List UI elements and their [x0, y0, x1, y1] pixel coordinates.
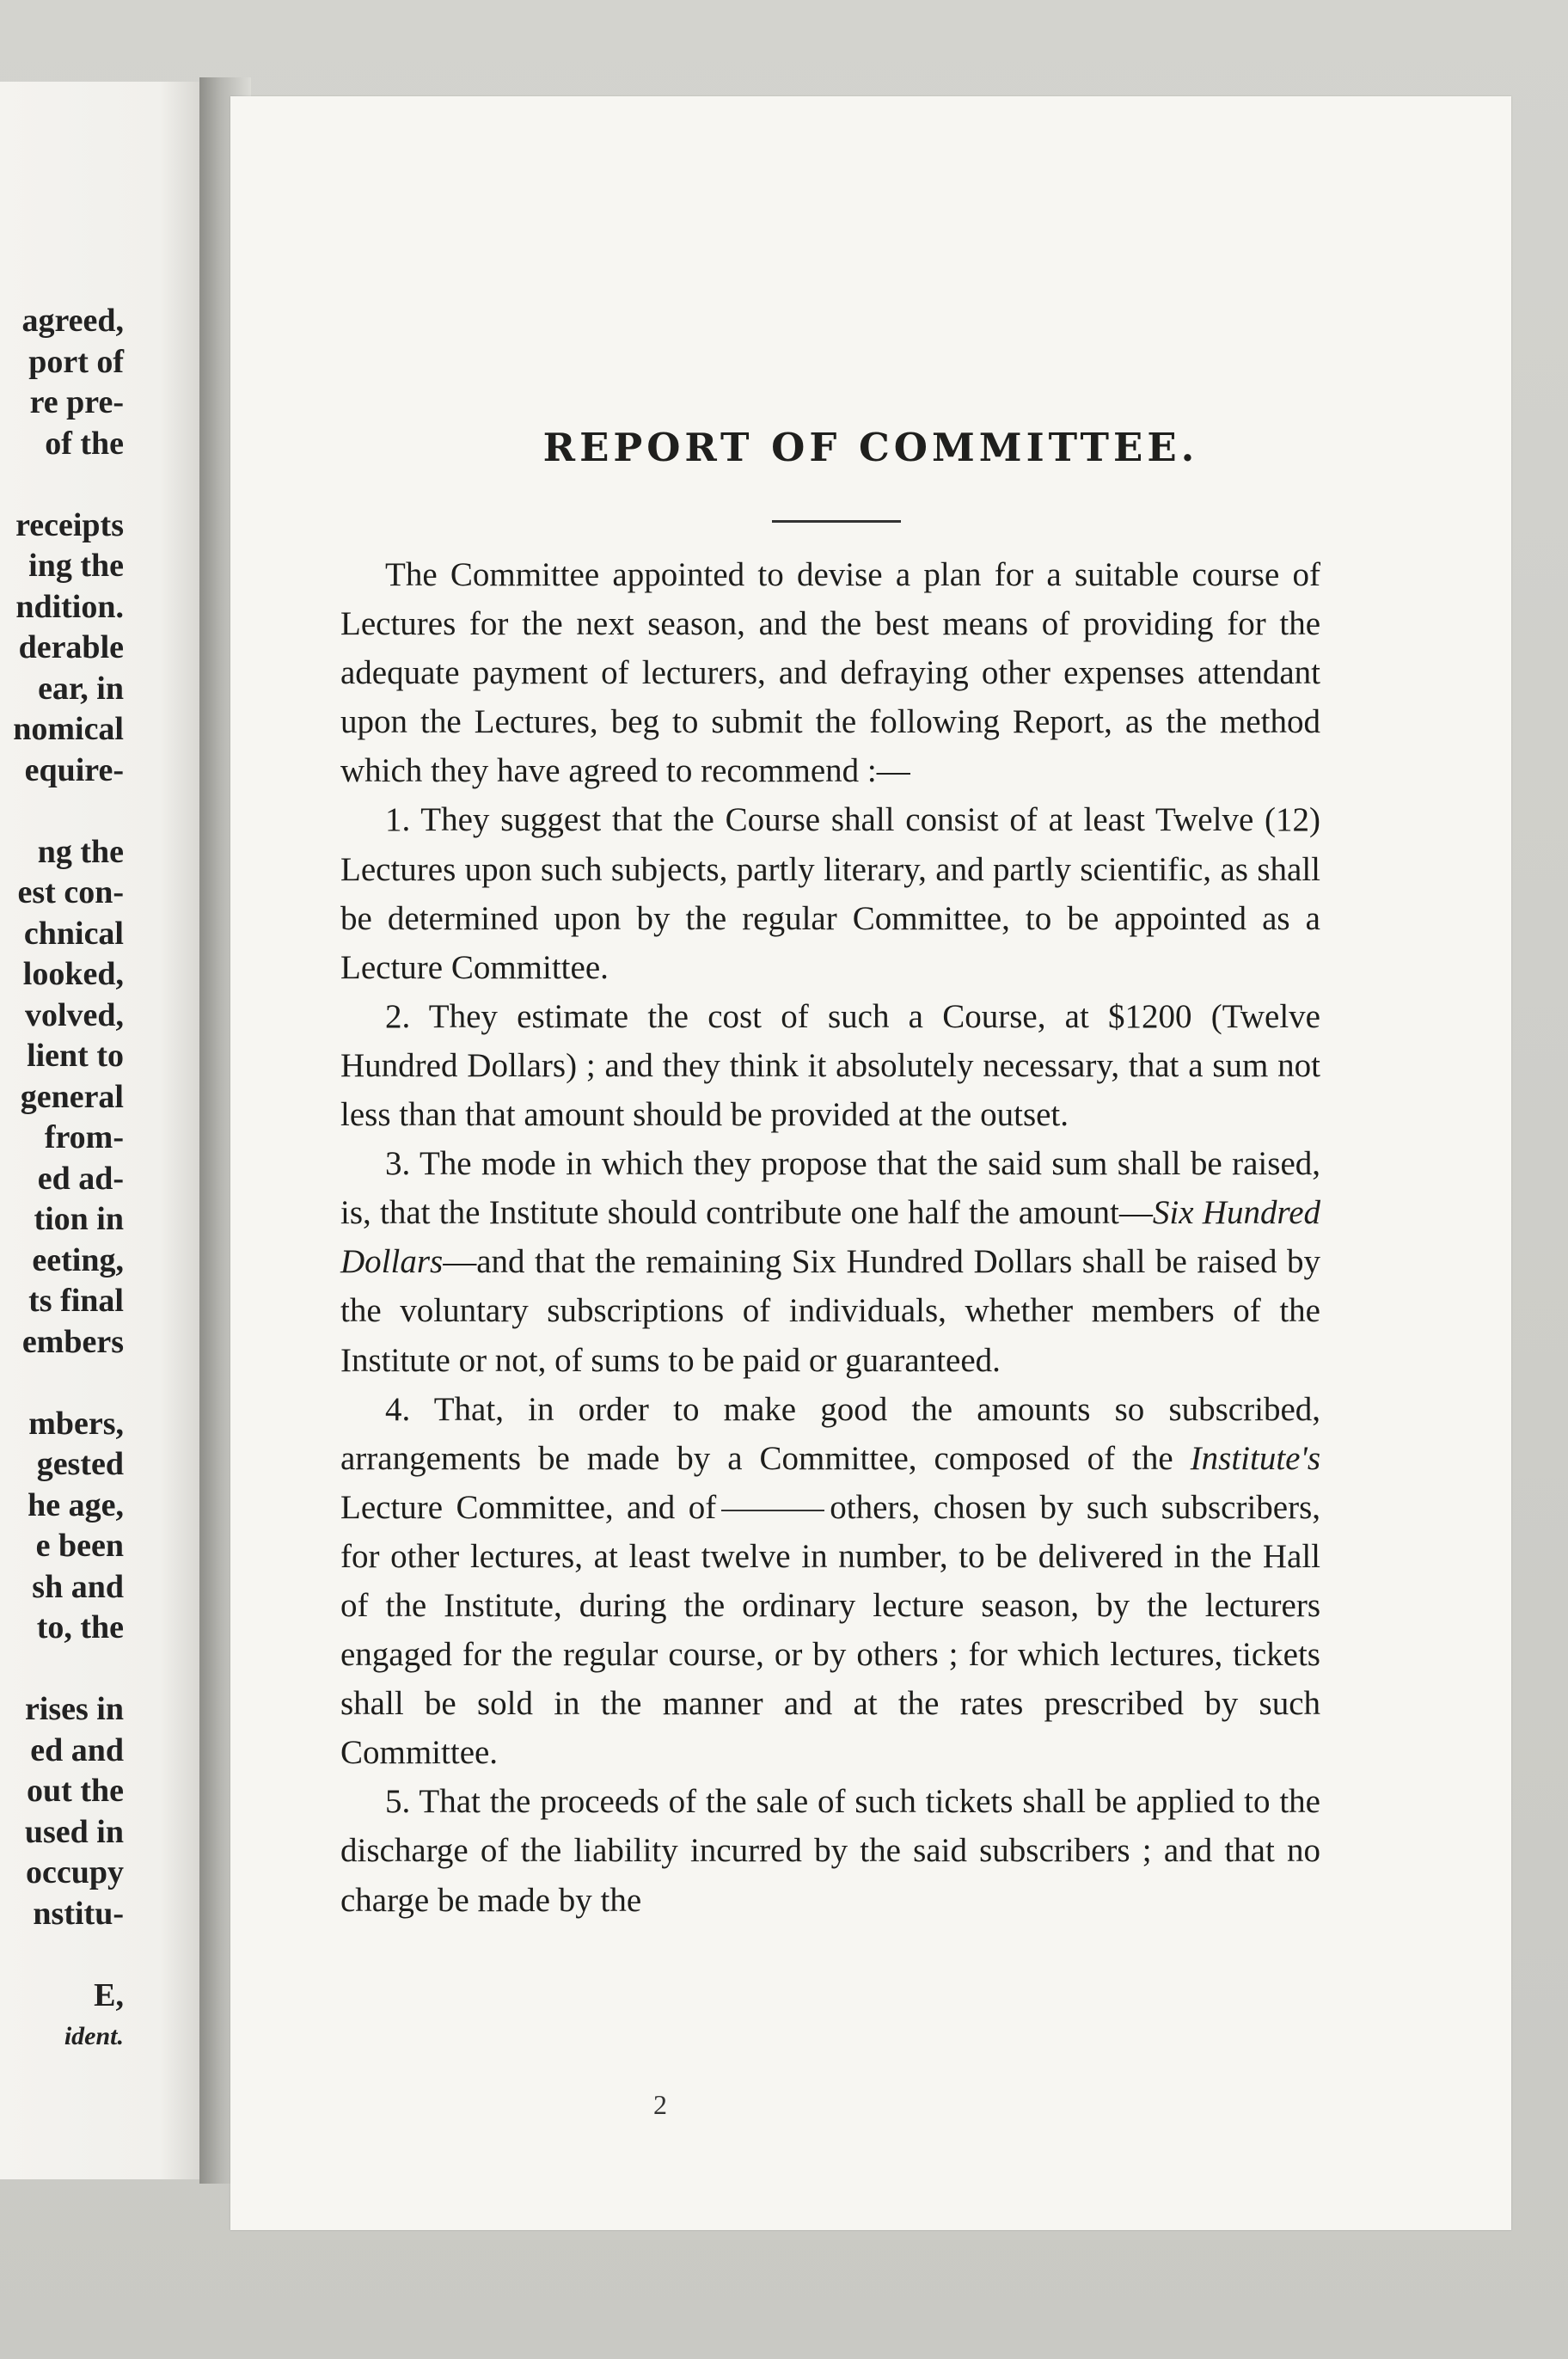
item-4-text-end: others, chosen by such subscribers, for other lectures, at least twelve in number, to be delivered in the Hall of the Institute, during the ordinary lecture season, by the lecturers engaged for the regular course, or by others ; for which lectures, tickets shall be sold in the manner and at the rates prescribed by such Committee.	[340, 1488, 1321, 1772]
item-5-paragraph: 5. That the proceeds of the sale of such tickets shall be applied to the discharge of the liability incurred by the said subscribers ; and that no charge be made by the	[340, 1783, 1320, 1919]
previous-page-line: looked,	[22, 956, 124, 992]
document-page	[230, 96, 1511, 2230]
previous-page-line: chnical	[23, 915, 124, 952]
previous-page-line: ng the	[37, 833, 124, 870]
item-4-emphasis: Institute's	[1190, 1439, 1320, 1477]
previous-page-line: ear, in	[38, 670, 124, 707]
previous-page-signature: ident.	[64, 2022, 124, 2050]
previous-page-line: of the	[45, 425, 124, 462]
previous-page-line: equire-	[24, 751, 124, 788]
previous-page-line	[0, 1934, 124, 1976]
item-1-paragraph: 1. They suggest that the Course shall consist of at least Twelve (12) Lectures upon such subjects, partly literary, and partly scientific, as shall be determined upon by the regular Committee, to be appointed as a Lecture Committee.	[340, 801, 1320, 986]
previous-page-line	[0, 791, 124, 832]
item-4-paragraph	[340, 1385, 1320, 1778]
previous-page-line	[0, 1649, 124, 1690]
previous-page-line: ed ad-	[37, 1160, 124, 1197]
previous-page-line	[0, 1363, 124, 1404]
item-4-text-middle: Lecture Committee, and of	[340, 1488, 717, 1526]
previous-page-text	[0, 301, 124, 2057]
previous-page-line: sh and	[32, 1568, 124, 1605]
intro-paragraph: The Committee appointed to devise a plan for a suitable course of Lectures for the next season, and the best means of providing for the adequate payment of lecturers, and defraying other expenses attendant upon the Lectures, beg to submit the following Report, as the method which they have agreed to recommend :—	[340, 556, 1320, 790]
previous-page-line: ed and	[30, 1731, 124, 1768]
previous-page-line: tion in	[34, 1201, 124, 1237]
previous-page-line: ndition.	[15, 588, 124, 625]
previous-page-fragment	[0, 82, 199, 2179]
previous-page-line	[0, 464, 124, 506]
report-title: REPORT OF COMMITTEE.	[542, 425, 1199, 470]
previous-page-line: receipts	[15, 506, 124, 543]
previous-page-line: to, the	[36, 1609, 124, 1645]
previous-page-line: from-	[44, 1119, 124, 1155]
previous-page-line: agreed,	[21, 303, 124, 339]
item-3-paragraph	[340, 1139, 1320, 1384]
previous-page-line: occupy	[26, 1854, 124, 1890]
previous-page-line: lient to	[27, 1038, 124, 1074]
previous-page-line: ts final	[28, 1283, 124, 1319]
previous-page-line: volved,	[24, 996, 124, 1033]
previous-page-line: he age,	[28, 1486, 124, 1523]
previous-page-line: derable	[18, 629, 124, 665]
item-3-text-end: —and that the remaining Six Hundred Dollars shall be raised by the voluntary subscriptions of individuals, whether members of the Institute or not, of sums to be paid or guaranteed.	[340, 1243, 1320, 1379]
page-number: 2	[653, 2089, 667, 2120]
previous-page-line: embers	[21, 1323, 124, 1360]
item-3-text-start: 3. The mode in which they propose that the said sum shall be raised, is, that the Institute should contribute one half the amount—	[340, 1145, 1320, 1232]
previous-page-line: rises in	[24, 1691, 124, 1727]
item-3-emphasis: Six Hundred Dollars	[340, 1194, 1320, 1281]
previous-page-line: general	[20, 1078, 124, 1115]
previous-page-line: e been	[35, 1528, 124, 1564]
previous-page-line: ing the	[28, 548, 124, 584]
fill-in-blank	[721, 1510, 824, 1511]
previous-page-line: E,	[94, 1976, 124, 2013]
previous-page-line: used in	[24, 1813, 124, 1850]
previous-page-line: eeting,	[32, 1241, 124, 1278]
title-divider	[772, 520, 901, 523]
previous-page-line: port of	[28, 343, 124, 380]
report-body	[340, 550, 1320, 1925]
previous-page-line: nstitu-	[33, 1895, 124, 1932]
previous-page-line: out the	[27, 1773, 124, 1809]
previous-page-line: re pre-	[29, 384, 124, 420]
previous-page-line: gested	[36, 1446, 124, 1482]
previous-page-line: mbers,	[28, 1405, 124, 1442]
previous-page-line: est con-	[17, 874, 124, 910]
previous-page-line: nomical	[13, 711, 124, 747]
item-2-paragraph: 2. They estimate the cost of such a Course, at $1200 (Twelve Hundred Dollars) ; and they think it absolutely necessary, that a sum not less than that amount should be provided at the outset.	[340, 997, 1320, 1134]
item-4-text-start: 4. That, in order to make good the amounts so subscribed, arrangements be made by a Committee, composed of the	[340, 1390, 1320, 1477]
